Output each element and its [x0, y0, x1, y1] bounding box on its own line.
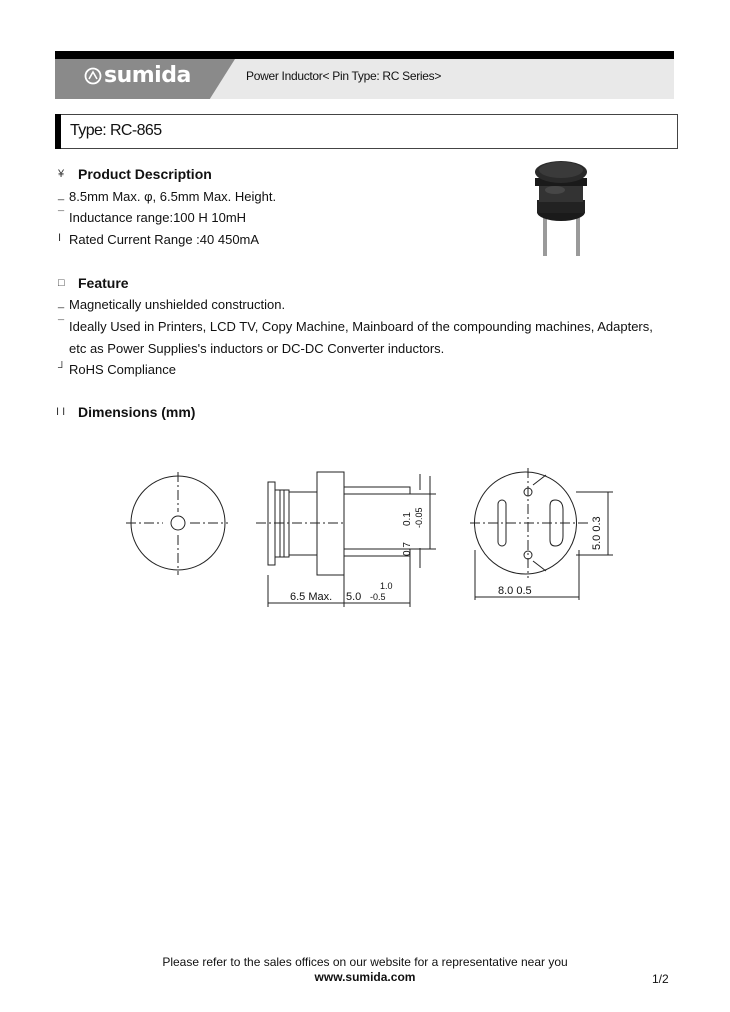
footer-website-link[interactable]: www.sumida.com — [314, 970, 416, 984]
feature-item: Ideally Used in Printers, LCD TV, Copy Machine, Mainboard of the compounding machines, Adapters, — [69, 319, 653, 334]
dimensions-heading: Dimensions (mm) — [78, 404, 196, 420]
list-marker: I — [58, 232, 62, 244]
inductor-photo — [525, 160, 597, 260]
side-view — [256, 472, 436, 607]
top-view — [126, 472, 228, 575]
dimension-drawings — [118, 460, 603, 615]
page-number: 1/2 — [652, 972, 669, 986]
list-marker: ┘ — [58, 362, 66, 374]
width-max-label: 6.5 Max. — [290, 591, 333, 603]
diameter-label: 8.0 0.5 — [498, 585, 532, 597]
lead-tolerance-plus: 1.0 — [380, 581, 393, 591]
pin-base-label: 0.7 — [402, 542, 413, 556]
product-description-heading: Product Description — [78, 166, 212, 182]
feature-item: RoHS Compliance — [69, 362, 176, 377]
list-marker: _ — [58, 297, 65, 309]
sumida-logo-icon — [84, 67, 102, 85]
description-item: 8.5mm Max. φ, 6.5mm Max. Height. — [69, 189, 277, 204]
description-item: Inductance range:100 H 10mH — [69, 210, 247, 225]
section-marker: □ — [58, 277, 65, 289]
lead-tolerance-minus: -0.5 — [370, 592, 386, 602]
footer-note: Please refer to the sales offices on our website for a representative near you — [162, 955, 568, 969]
section-marker: I I — [56, 406, 66, 418]
feature-item: Magnetically unshielded construction. — [69, 297, 286, 312]
type-box-accent — [55, 114, 61, 149]
header-top-bar — [55, 51, 674, 59]
section-marker: ¥ — [58, 168, 65, 180]
pitch-label: 5.0 0.3 — [591, 516, 603, 550]
list-marker: _ — [58, 189, 65, 201]
type-label: Type: RC-865 — [70, 122, 162, 139]
list-marker: ¯ — [58, 210, 65, 222]
logo-text: sumida — [104, 63, 191, 88]
header-title: Power Inductor< Pin Type: RC Series> — [246, 69, 442, 83]
feature-item: etc as Power Supplies's inductors or DC-DC Converter inductors. — [69, 341, 445, 356]
pin-diameter-label: 0.1 — [402, 512, 413, 526]
list-marker: ¯ — [58, 319, 65, 331]
feature-heading: Feature — [78, 275, 129, 291]
pin-diameter-tolerance: -0.05 — [414, 507, 424, 528]
description-item: Rated Current Range :40 450mA — [69, 232, 260, 247]
lead-length-label: 5.0 — [346, 591, 362, 603]
